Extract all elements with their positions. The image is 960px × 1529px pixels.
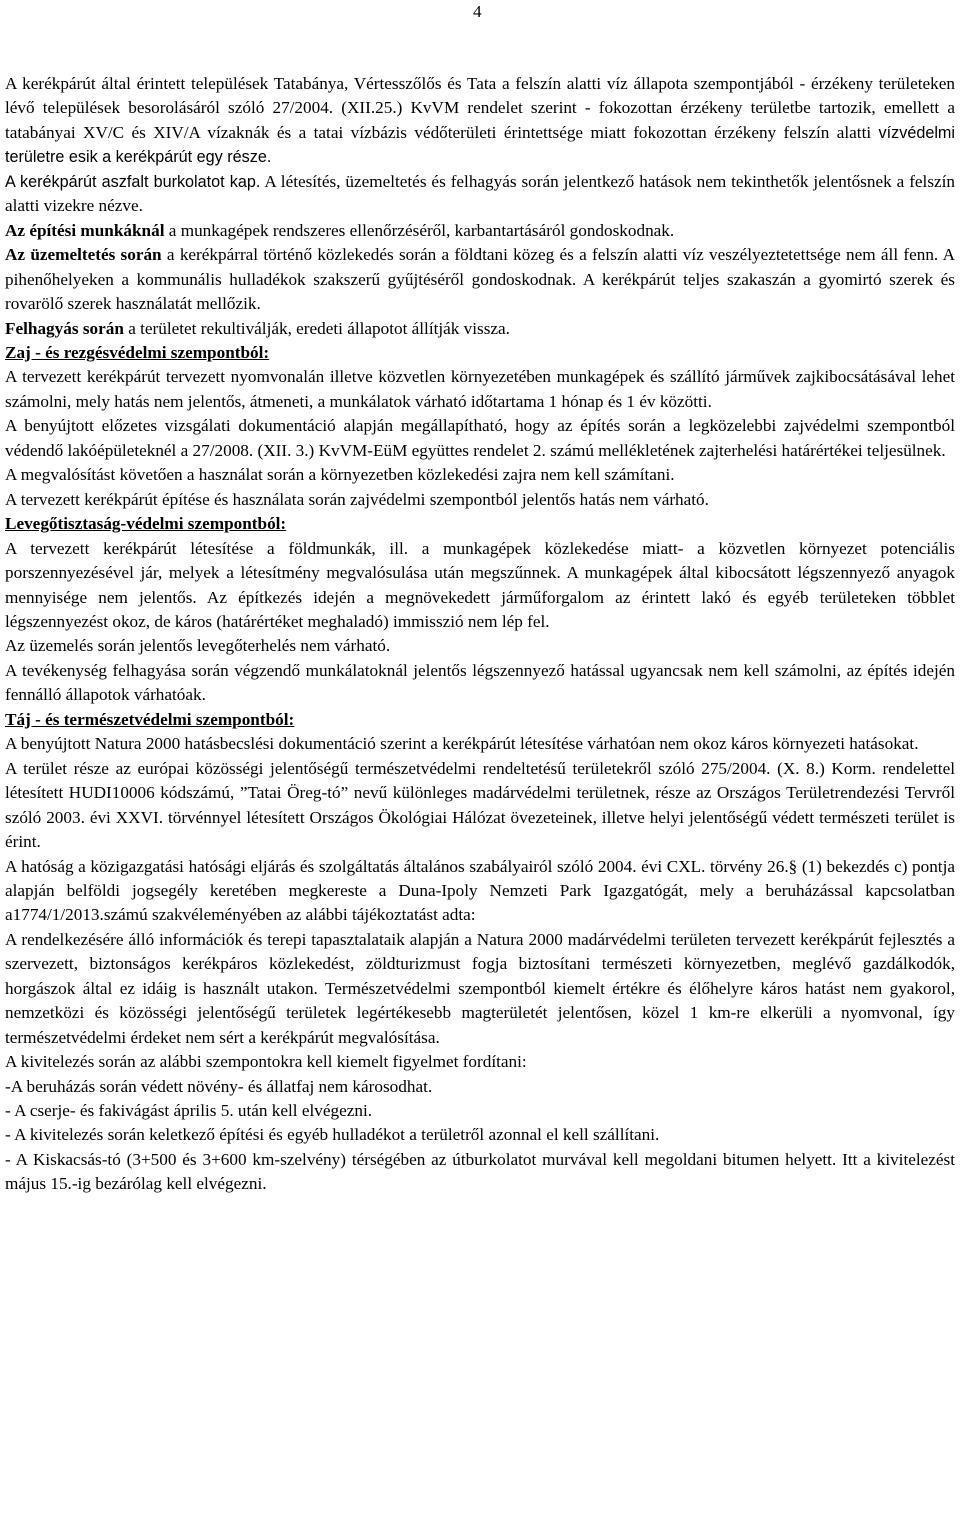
zaj-paragraph-1: A tervezett kerékpárút tervezett nyomvonalán illetve közvetlen környezetében munkagépek és szállító járművek zajkibocsátásával lehet számolni, mely hatás nem jelentős, átmeneti, a munkálatok várható időtartama 1 hónap és 1 év közötti. bbox=[5, 367, 955, 411]
taj-paragraph-4: A rendelkezésére álló információk és terepi tapasztalataik alapján a Natura 2000 madárvédelmi területen tervezett kerékpárút fejlesztés a szervezett, biztonságos kerékpáros közlekedést, zöldturizmust fogja biztosítani természeti környezetben, meglévő gazdálkodók, horgászok által ez idáig is használt utakon. Természetvédelmi szempontból kiemelt értékre és élőhelyre káros hatást nem gyakorol, nemzetközi és közösségi jelentőségű területek legértékesebb magterületét jelentősen, közel 1 km-re elkerüli a nyomvonal, így természetvédelmi érdeket nem sért a kerékpárút megvalósítása. bbox=[5, 929, 955, 1047]
page-number: 4 bbox=[473, 2, 482, 21]
paragraph-epitesi-text: a munkagépek rendszeres ellenőrzéséről, karbantartásáról gondoskodnak. bbox=[164, 220, 675, 240]
paragraph-epitesi bbox=[5, 219, 955, 243]
paragraph-felhagyas bbox=[5, 317, 955, 341]
paragraph-epitesi-bold: Az építési munkáknál bbox=[5, 220, 165, 240]
heading-levego: Levegőtisztaság-védelmi szempontból: bbox=[5, 514, 287, 534]
list-item-4: - A Kiskacsás-tó (3+500 és 3+600 km-szelvény) térségében az útburkolatot murvával kell megoldani bitumen helyett. Itt a kivitelezést május 15.-ig bezárólag kell elvégezni. bbox=[5, 1149, 955, 1194]
levego-paragraph-1: A tervezett kerékpárút létesítése a földmunkák, ill. a munkagépek közlekedése miatt- a közvetlen környezet potenciális porszennyezésével jár, melyek a létesítmény megvalósulása után megszűnnek. A munkagépek által kibocsátott légszennyező anyagok mennyisége nem jelentős. Az építkezés idején a megnövekedett járműforgalom az érintett lakó és egyéb területeken többlet légszennyezést okoz, de káros (határértéket meghaladó) immisszió nem lép fel. bbox=[5, 538, 955, 631]
taj-paragraph-5: A kivitelezés során az alábbi szempontokra kell kiemelt figyelmet fordítani: bbox=[5, 1052, 527, 1072]
heading-taj: Táj - és természetvédelmi szempontból: bbox=[5, 709, 295, 729]
taj-paragraph-2: A terület része az európai közösségi jelentőségű természetvédelmi rendeltetésű területekről szóló 275/2004. (X. 8.) Korm. rendelettel létesített HUDI10006 kódszámú, ”Tatai Öreg-tó” nevű különleges madárvédelmi területnek, része az Országos Területrendezési Tervről szóló 2003. évi XXVI. törvénnyel létesített Országos Ökológiai Hálózat övezeteinek, illetve helyi jelentőségű védett természeti terület is érint. bbox=[5, 758, 955, 852]
zaj-paragraph-2: A benyújtott előzetes vizsgálati dokumentáció alapján megállapítható, hogy az építés során a legközelebbi zajvédelmi szempontból védendő lakóépületeknél a 27/2008. (XII. 3.) KvVM-EüM együttes rendelet 2. számú mellékletének zajterhelési határértékei teljesülnek. bbox=[5, 416, 955, 460]
paragraph-burkolat bbox=[5, 170, 955, 219]
heading-zaj: Zaj - és rezgésvédelmi szempontból: bbox=[5, 342, 270, 362]
paragraph-burkolat-b: A létesítés, üzemeltetés és felhagyás során jelentkező hatások nem tekinthetők jelentősnek a felszín alatti vizekre nézve. bbox=[5, 171, 956, 216]
paragraph-uzemeltetes-bold: Az üzemeltetés során bbox=[5, 245, 162, 265]
list-item-1: -A beruházás során védett növény- és állatfaj nem károsodhat. bbox=[5, 1076, 433, 1096]
list-item-3: - A kivitelezés során keletkező építési és egyéb hulladékot a területről azonnal el kell szállítani. bbox=[5, 1125, 660, 1145]
paragraph-felhagyas-bold: Felhagyás során bbox=[5, 318, 124, 338]
paragraph-vizvedelmi bbox=[5, 72, 955, 170]
paragraph-felhagyas-text: a területet rekultiválják, eredeti állapotot állítják vissza. bbox=[123, 318, 510, 338]
zaj-paragraph-3: A megvalósítást követően a használat során a környezetben közlekedési zajra nem kell számítani. bbox=[5, 465, 675, 485]
document-body bbox=[5, 72, 955, 1197]
zaj-paragraph-4: A tervezett kerékpárút építése és használata során zajvédelmi szempontból jelentős hatás nem várható. bbox=[5, 489, 709, 509]
levego-paragraph-3: A tevékenység felhagyása során végzendő munkálatoknál jelentős légszennyező hatással ugyancsak nem kell számolni, az építés idején fennálló állapotok várhatóak. bbox=[5, 660, 955, 705]
paragraph-vizvedelmi-a: A kerékpárút által érintett települések Tatabánya, Vértesszőlős és Tata a felszín alatti víz állapota szempontjából - érzékeny területeken lévő települések besorolásáról szóló 27/2004. (XII.25.) KvVM rendelet szerint - fokozottan érzékeny területbe tartozik, emellett a tatabányai XV/C és XIV/A vízaknák és a tatai vízbázis védőterületi érintettsége miatt fokozottan érzékeny felszín alatti bbox=[5, 74, 955, 142]
paragraph-uzemeltetes-text: a kerékpárral történő közlekedés során a földtani közeg és a felszín alatti víz veszélyeztetettsége nem áll fenn. A pihenőhelyeken a kommunális hulladékok szakszerű gyűjtéséről gondoskodnak. A kerékpárút teljes szakaszán a gyomirtó szerek és rovarölő szerek használatát mellőzik. bbox=[5, 245, 955, 314]
taj-paragraph-3: A hatóság a közigazgatási hatósági eljárás és szolgáltatás általános szabályairól szóló 2004. évi CXL. törvény 26.§ (1) bekezdés c) pontja alapján belföldi jogsegély keretében megkereste a Duna-Ipoly Nemzeti Park Igazgatógát, mely a beruházással kapcsolatban a1774/1/2013.számú szakvéleményében az alábbi tájékoztatást adta: bbox=[5, 856, 955, 925]
paragraph-vizvedelmi-b: vízvédelmi területre esik a kerékpárút egy része. bbox=[5, 123, 956, 167]
taj-paragraph-1: A benyújtott Natura 2000 hatásbecslési dokumentáció szerint a kerékpárút létesítése várhatóan nem okoz káros környezeti hatásokat. bbox=[5, 734, 919, 754]
paragraph-burkolat-a: A kerékpárút aszfalt burkolatot kap. bbox=[5, 172, 261, 191]
paragraph-uzemeltetes bbox=[5, 243, 955, 316]
list-item-2: - A cserje- és fakivágást április 5. után kell elvégezni. bbox=[5, 1101, 373, 1121]
levego-paragraph-2: Az üzemelés során jelentős levegőterhelés nem várható. bbox=[5, 636, 391, 656]
